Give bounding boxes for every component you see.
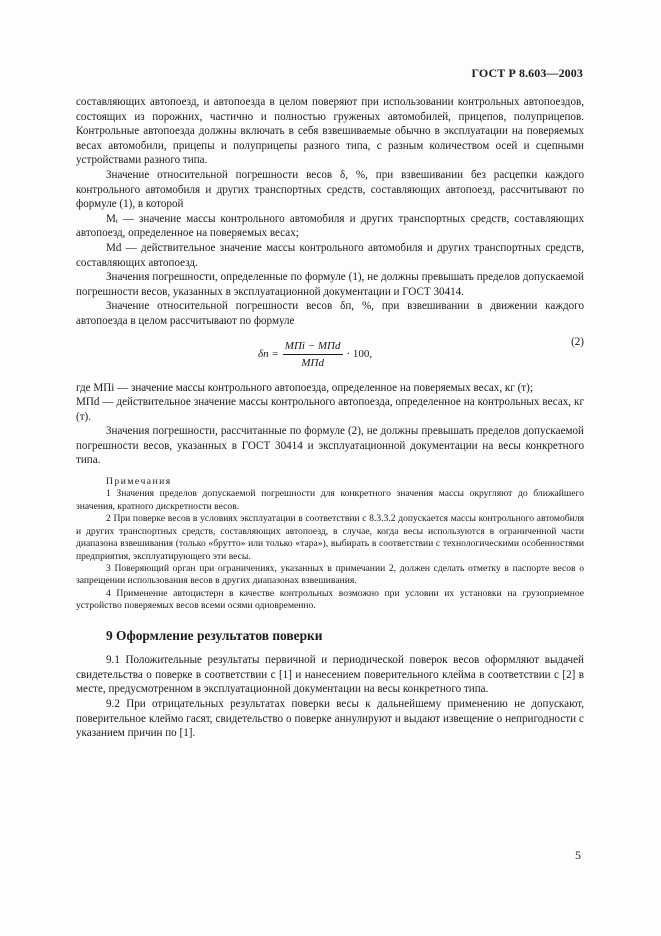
formula-fraction: [283, 339, 343, 371]
notes-title: Примечания: [106, 476, 172, 488]
note-item: 1 Значения пределов допускаемой погрешности для конкретного значения массы округляют до ближайшего значения, кратного дискретности весов.: [76, 488, 584, 512]
paragraph: составляющих автопоезд, и автопоезда в целом поверяют при использовании контрольных автопоездов, состоящих из порожних, частично и полностью груженых автомобилей, прицепов, полуприцепов. Контрольные автопоезда должны включать в себя взвешиваемые обычно в эксплуатации на поверяемых весах автомобили, прицепы и полуприцепы разного типа, с разным количеством осей и сцепными устройствами разного типа.: [76, 96, 584, 167]
document-body: [76, 95, 584, 741]
where-definition-1: где MПi — значение массы контрольного автопоезда, определенное на поверяемых весах, кг (т);: [76, 381, 533, 394]
notes-block: [76, 476, 584, 612]
paragraph: Значение относительной погрешности весов δп, %, при взвешивании в движении каждого автопоезда в целом рассчитывают по формуле: [76, 300, 584, 327]
paragraph: 9.1 Положительные результаты первичной и периодической поверок весов оформляют выдачей свидетельства о поверке в соответствии с [1] и нанесением поверительного клейма в соответствии с [2] в месте, предусмотренном в эксплуатационной документации на весы конкретного типа.: [76, 654, 584, 696]
note-item: 3 Поверяющий орган при ограничениях, указанных в примечании 2, должен сделать отметку в паспорте весов о запрещении использования весов в других диапазонах взвешивания.: [76, 562, 584, 587]
definition-mi: Mᵢ — значение массы контрольного автомобиля и других транспортных средств, составляющих автопоезд, определенное на поверяемых весах;: [76, 212, 584, 240]
page-number: 5: [575, 848, 581, 862]
paragraph: Значение относительной погрешности весов δ, %, при взвешивании без расцепки каждого контрольного автомобиля и других транспортных средств, составляющих автопоезд, рассчитывают по формуле (1), в которой: [76, 168, 584, 211]
paragraph: Значения погрешности, рассчитанные по формуле (2), не должны превышать пределов допускаемой погрешности весов, указанных в ГОСТ 30414 и эксплуатационной документации на весы конкретного типа.: [76, 425, 584, 467]
document-header: ГОСТ Р 8.603—2003: [471, 66, 583, 80]
formula-2: [76, 333, 584, 377]
formula-numerator: MПi − MПd: [283, 339, 343, 356]
formula-number: (2): [571, 335, 584, 348]
formula-lhs: δп =: [258, 348, 279, 361]
note-item: 2 При поверке весов в условиях эксплуатации в соответствии с 8.3.3.2 допускается массы контрольного автомобиля и других транспортных средств, составляющих автопоезд, в случае, когда весы используются в ограниченной части диапазона взвешивания (только «брутто» или только «тара»), выбирать в соответствии с технологическими особенностями предприятия, эксплуатирующего эти весы.: [76, 513, 584, 562]
paragraph: 9.2 При отрицательных результатах поверки весы к дальнейшему применению не допускают, поверительное клеймо гасят, свидетельство о поверке аннулируют и выдают извещение о непригодности с указанием причин по [1].: [76, 697, 584, 740]
formula-denominator: MПd: [301, 357, 324, 370]
definition-md: Md — действительное значение массы контрольного автомобиля и других транспортных средств, составляющих автопоезд.: [76, 241, 584, 269]
where-definition-2: MПd — действительное значение массы контрольного автопоезда, определенное на контрольных весах, кг (т).: [76, 396, 584, 423]
formula-tail: · 100,: [346, 348, 373, 361]
note-item: 4 Применение автоцистерн в качестве контрольных возможно при условии их установки на грузоприемное устройство поверяемых весов всеми осями одновременно.: [76, 587, 584, 612]
section-title: 9 Оформление результатов поверки: [106, 627, 323, 643]
formula-expression: [258, 339, 372, 371]
paragraph: Значения погрешности, определенные по формуле (1), не должны превышать пределов допускаемой погрешности весов, указанных в эксплуатационной документации и ГОСТ 30414.: [76, 271, 584, 298]
